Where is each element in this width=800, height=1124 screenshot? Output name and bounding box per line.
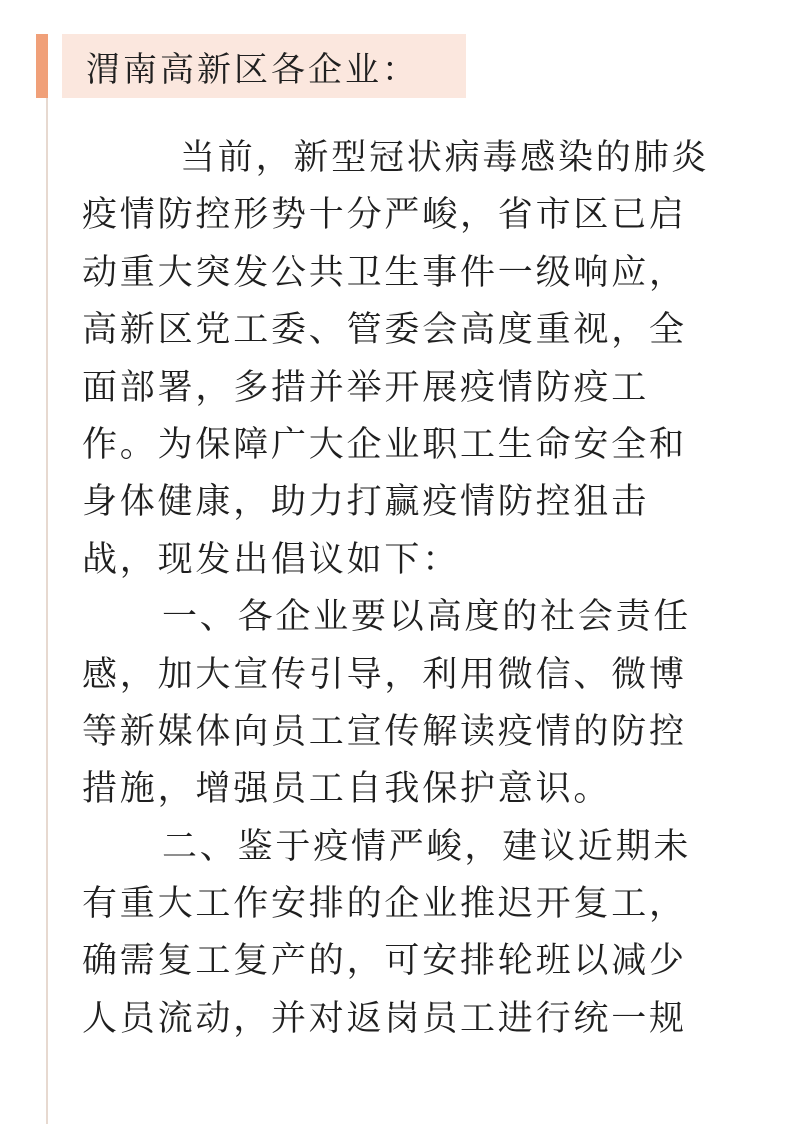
body-line: 身体健康，助力打赢疫情防控狙击: [82, 482, 650, 523]
body-line: 疫情防控形势十分严峻，省市区已启: [82, 195, 687, 236]
body-line: 有重大工作安排的企业推迟开复工，: [82, 884, 687, 925]
body-line: 人员流动，并对返岗员工进行统一规: [82, 998, 687, 1039]
header-accent-bar: [36, 34, 48, 98]
left-margin-rule: [46, 98, 48, 1124]
body-line: 等新媒体向员工宣传解读疫情的防控: [82, 711, 687, 752]
body-line: 感，加大宣传引导，利用微信、微博: [82, 654, 687, 695]
body-line: 二、鉴于疫情严峻，建议近期未: [162, 826, 692, 867]
body-line: 作。为保障广大企业职工生命安全和: [82, 424, 687, 465]
header-banner: [62, 34, 466, 98]
body-line: 动重大突发公共卫生事件一级响应，: [82, 252, 687, 293]
body-line: 战，现发出倡议如下：: [82, 539, 461, 580]
body-line: 面部署，多措并举开展疫情防疫工: [82, 367, 650, 408]
body-line: 措施，增强员工自我保护意识。: [82, 769, 612, 810]
body-line: 一、各企业要以高度的社会责任: [162, 597, 692, 638]
body-line: 确需复工复产的，可安排轮班以减少: [82, 941, 687, 982]
body-text: [82, 130, 732, 1048]
page-title: 渭南高新区各企业：: [86, 49, 419, 90]
body-line: 当前，新型冠状病毒感染的肺炎: [180, 138, 710, 178]
body-line: 高新区党工委、管委会高度重视，全: [82, 310, 687, 351]
